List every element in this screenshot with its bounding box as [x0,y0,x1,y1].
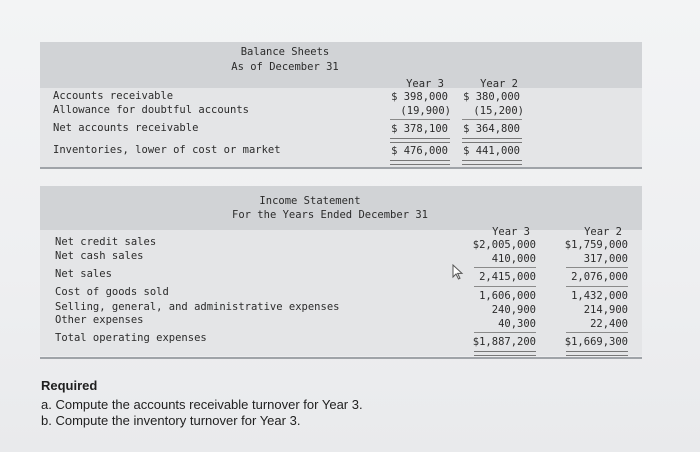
is-netsales-rule-y2 [566,286,628,287]
bs-inventory-double-rule-y3 [390,160,450,165]
is-row-y3: 240,900 [491,304,536,316]
bs-inventory-double-rule-y2 [462,160,522,165]
is-total-double-rule-y2 [566,351,628,356]
is-row-y2: 214,900 [583,304,628,316]
bs-col-year2: Year 2 [480,78,518,90]
bs-total-double-rule-y3 [390,138,450,143]
bs-col-year3: Year 3 [406,78,444,90]
is-row-label: Net sales [55,268,112,280]
is-row-label: Other expenses [55,314,144,326]
bs-row-label: Inventories, lower of cost or market [53,144,281,156]
bs-row-y3: (19,900) [400,105,451,117]
bs-row-y2: $ 364,800 [463,123,520,135]
bs-row-y2: (15,200) [473,105,524,117]
requirement-a: a. Compute the accounts receivable turnover for Year 3. [41,397,363,412]
bs-row-y2: $ 441,000 [463,145,520,157]
is-row-y2: 22,400 [590,318,628,330]
income-statement-title: Income Statement [259,195,361,207]
bs-row-y2: $ 380,000 [463,91,520,103]
is-expenses-rule-y2 [566,332,628,333]
bs-subtotal-rule-y3 [390,119,450,120]
is-row-y3: $2,005,000 [472,239,536,251]
is-row-y2: 1,432,000 [571,290,628,302]
mouse-pointer-icon [452,264,464,280]
income-statement-header-band [40,186,642,230]
bs-row-y3: $ 476,000 [391,145,448,157]
is-netsales-rule-y3 [474,286,536,287]
is-row-y3: 410,000 [491,253,536,265]
is-sales-rule-y3 [474,267,536,268]
is-row-y3: $1,887,200 [472,336,536,348]
is-row-label: Net credit sales [55,236,157,248]
is-row-label: Total operating expenses [55,332,207,344]
requirement-b: b. Compute the inventory turnover for Year 3. [41,413,301,428]
is-row-label: Cost of goods sold [55,286,169,298]
is-col-year2: Year 2 [584,226,622,238]
is-row-y3: 40,300 [498,318,536,330]
is-col-year3: Year 3 [492,226,530,238]
bs-total-double-rule-y2 [462,138,522,143]
bs-subtotal-rule-y2 [462,119,522,120]
is-sales-rule-y2 [566,267,628,268]
bs-row-label: Accounts receivable [53,90,174,102]
balance-sheet-title: Balance Sheets [240,46,330,58]
is-expenses-rule-y3 [474,332,536,333]
is-row-label: Net cash sales [55,250,144,262]
bs-row-label: Allowance for doubtful accounts [53,104,249,116]
is-row-label: Selling, general, and administrative expenses [55,301,340,313]
bs-row-y3: $ 378,100 [391,123,448,135]
is-row-y2: $1,759,000 [564,239,628,251]
bs-row-y3: $ 398,000 [391,91,448,103]
is-row-y2: 317,000 [583,253,628,265]
is-total-double-rule-y3 [474,351,536,356]
income-statement-subtitle: For the Years Ended December 31 [232,209,428,221]
bs-row-label: Net accounts receivable [53,122,199,134]
is-row-y2: $1,669,300 [564,336,628,348]
section-separator [40,167,642,169]
balance-sheet-subtitle: As of December 31 [231,61,339,73]
is-row-y3: 2,415,000 [479,271,536,283]
is-row-y3: 1,606,000 [479,290,536,302]
is-row-y2: 2,076,000 [571,271,628,283]
required-heading: Required [41,378,98,393]
section-separator [40,357,642,359]
